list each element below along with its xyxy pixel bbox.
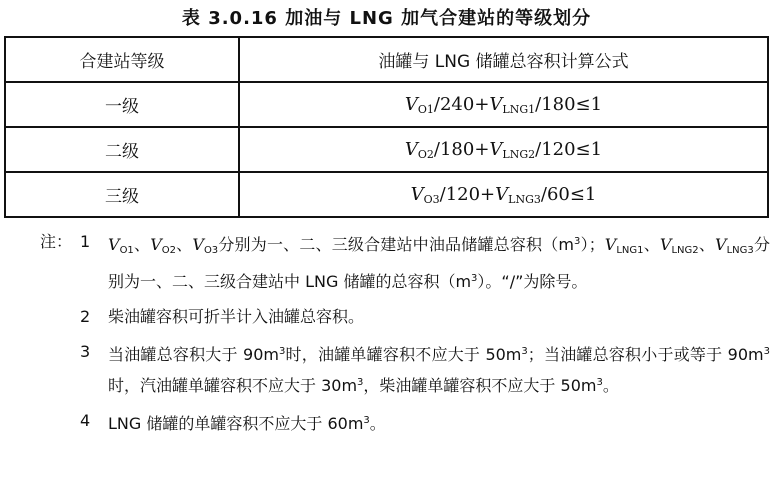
note-number: 4 (80, 411, 91, 430)
table-row (5, 127, 768, 172)
table-title: 表 3.0.16 加油与 LNG 加气合建站的等级划分 (181, 8, 592, 29)
formula-cell: $V_{O1}/240+V_{LNG1}/180\le 1$ (239, 82, 768, 127)
note-text: LNG 储罐的单罐容积不应大于 $60m^3$。 (108, 414, 386, 433)
note-number: 2 (80, 307, 91, 326)
note-text: 柴油罐容积可折半计入油罐总容积。 (108, 307, 365, 326)
formula-cell: $V_{O2}/180+V_{LNG2}/120\le 1$ (239, 127, 768, 172)
note-text: $V_{O1}$、$V_{O2}$、$V_{O3}$分别为一、二、三级合建站中油品储罐总容积$(m^3)$；$V_{LNG1}$、$V_{LNG2}$、$V_{LNG3}$分别为一、二、三级合建站中 LNG 储罐的总容积$(m^3)$。“/”为除号。 (108, 235, 770, 291)
note-4 (40, 407, 770, 438)
note-number: 1 (80, 232, 91, 251)
notes-section (40, 228, 770, 438)
note-3 (40, 338, 770, 400)
grade-table (4, 36, 769, 218)
level-cell: 三级 (5, 172, 239, 217)
note-1 (40, 228, 770, 296)
header-level: 合建站等级 (5, 37, 239, 82)
header-formula: 油罐与 LNG 储罐总容积计算公式 (239, 37, 768, 82)
level-cell: 二级 (5, 127, 239, 172)
table-row (5, 172, 768, 217)
table-header-row (5, 37, 768, 82)
table-row (5, 82, 768, 127)
note-text: 当油罐总容积大于 $90m^3$时，油罐单罐容积不应大于 $50m^3$；当油罐总容积小于或等于 $90m^3$时，汽油罐单罐容积不应大于 $30m^3$，柴油罐单罐容积不应大于 $50m^3$。 (108, 345, 770, 395)
note-2 (40, 303, 770, 331)
note-number: 3 (80, 342, 91, 361)
level-cell: 一级 (5, 82, 239, 127)
notes-label: 注： (40, 232, 73, 251)
formula-cell: $V_{O3}/120+V_{LNG3}/60\le 1$ (239, 172, 768, 217)
